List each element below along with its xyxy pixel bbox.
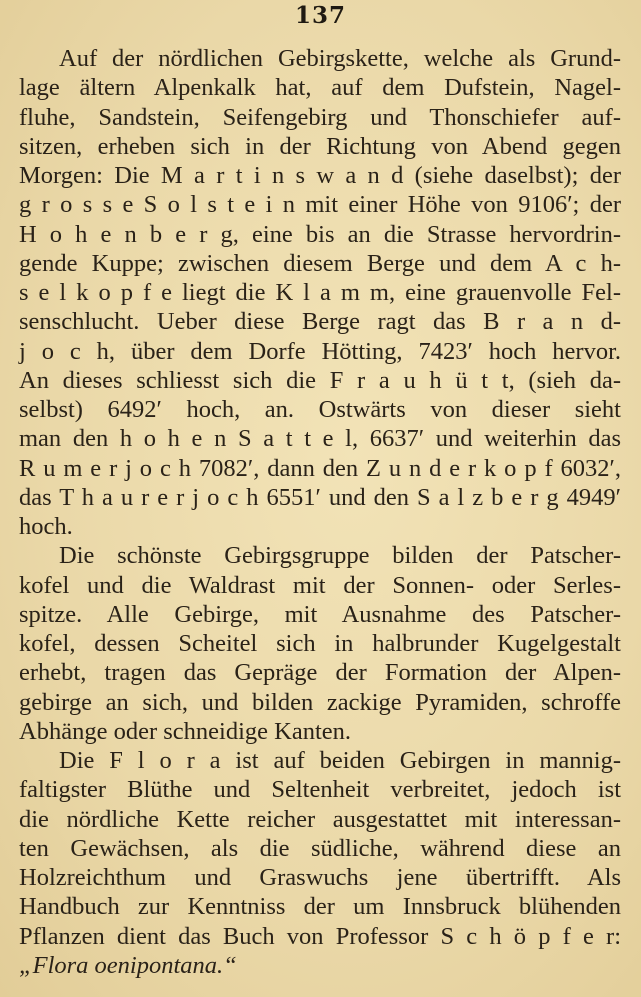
- text-line: hoch.: [19, 513, 73, 540]
- text-line: gende Kuppe; zwischen diesem Berge und dem A c h-: [19, 249, 621, 277]
- text-line: das T h a u r e r j o c h 6551′ und den S a l z b e r g 4949′: [19, 483, 621, 511]
- text-line: die nördliche Kette reicher ausgestattet mit interessan-: [19, 805, 621, 833]
- text-line: Die F l o r a ist auf beiden Gebirgen in mannig-: [59, 747, 621, 774]
- paragraph-flora: [19, 746, 621, 980]
- text-line: gebirge an sich, und bilden zackige Pyramiden, schroffe: [19, 688, 621, 716]
- text-line: j o c h, über dem Dorfe Hötting, 7423′ hoch hervor.: [19, 337, 621, 365]
- text-line: ten Gewächsen, als die südliche, während diese an: [19, 834, 621, 862]
- text-line: Handbuch zur Kenntniss der um Innsbruck blühenden: [19, 893, 621, 921]
- text-line: R u m e r j o c h 7082′, dann den Z u n d e r k o p f 6032′,: [19, 454, 621, 482]
- text-line: H o h e n b e r g, eine bis an die Strasse hervordrin-: [19, 220, 621, 248]
- body-text: [19, 44, 621, 980]
- text-line: man den h o h e n S a t t e l, 6637′ und weiterhin das: [19, 425, 621, 453]
- text-line: erhebt, tragen das Gepräge der Formation der Alpen-: [19, 659, 621, 687]
- paragraph-mountain-groups: [19, 541, 621, 746]
- text-line: spitze. Alle Gebirge, mit Ausnahme des Patscher-: [19, 600, 621, 628]
- text-line: Abhänge oder schneidige Kanten.: [19, 717, 351, 745]
- page-number: 137: [294, 2, 346, 29]
- text-line: lage ältern Alpenkalk hat, auf dem Dufstein, Nagel-: [19, 74, 621, 102]
- text-line: Pflanzen dient das Buch von Professor S c h ö p f e r:: [19, 922, 621, 950]
- text-line: senschlucht. Ueber diese Berge ragt das B r a n d-: [19, 308, 621, 336]
- text-line: selbst) 6492′ hoch, an. Ostwärts von dieser sieht: [19, 396, 621, 423]
- text-line: Morgen: Die M a r t i n s w a n d (siehe daselbst); der: [19, 162, 621, 189]
- text-line: sitzen, erheben sich in der Richtung von Abend gegen: [19, 132, 621, 160]
- text-line: „Flora oenipontana.“: [19, 951, 237, 979]
- text-line: s e l k o p f e liegt die K l a m m, eine grauenvolle Fel-: [19, 279, 621, 306]
- text-line: g r o s s e S o l s t e i n mit einer Höhe von 9106′; der: [19, 191, 621, 219]
- paragraph-mountain-ranges: [19, 44, 621, 541]
- text-line: faltigster Blüthe und Seltenheit verbreitet, jedoch ist: [19, 776, 621, 804]
- text-line: kofel, dessen Scheitel sich in halbrunder Kugelgestalt: [19, 630, 621, 657]
- text-line: Holzreichthum und Graswuchs jene übertrifft. Als: [19, 864, 621, 891]
- text-line: Die schönste Gebirgsgruppe bilden der Patscher-: [59, 542, 621, 570]
- text-line: Auf der nördlichen Gebirgskette, welche als Grund-: [59, 45, 621, 72]
- text-line: fluhe, Sandstein, Seifengebirg und Thonschiefer auf-: [19, 103, 621, 131]
- text-line: An dieses schliesst sich die F r a u h ü t t, (sieh da-: [19, 366, 621, 394]
- text-line: kofel und die Waldrast mit der Sonnen- oder Serles-: [19, 571, 621, 599]
